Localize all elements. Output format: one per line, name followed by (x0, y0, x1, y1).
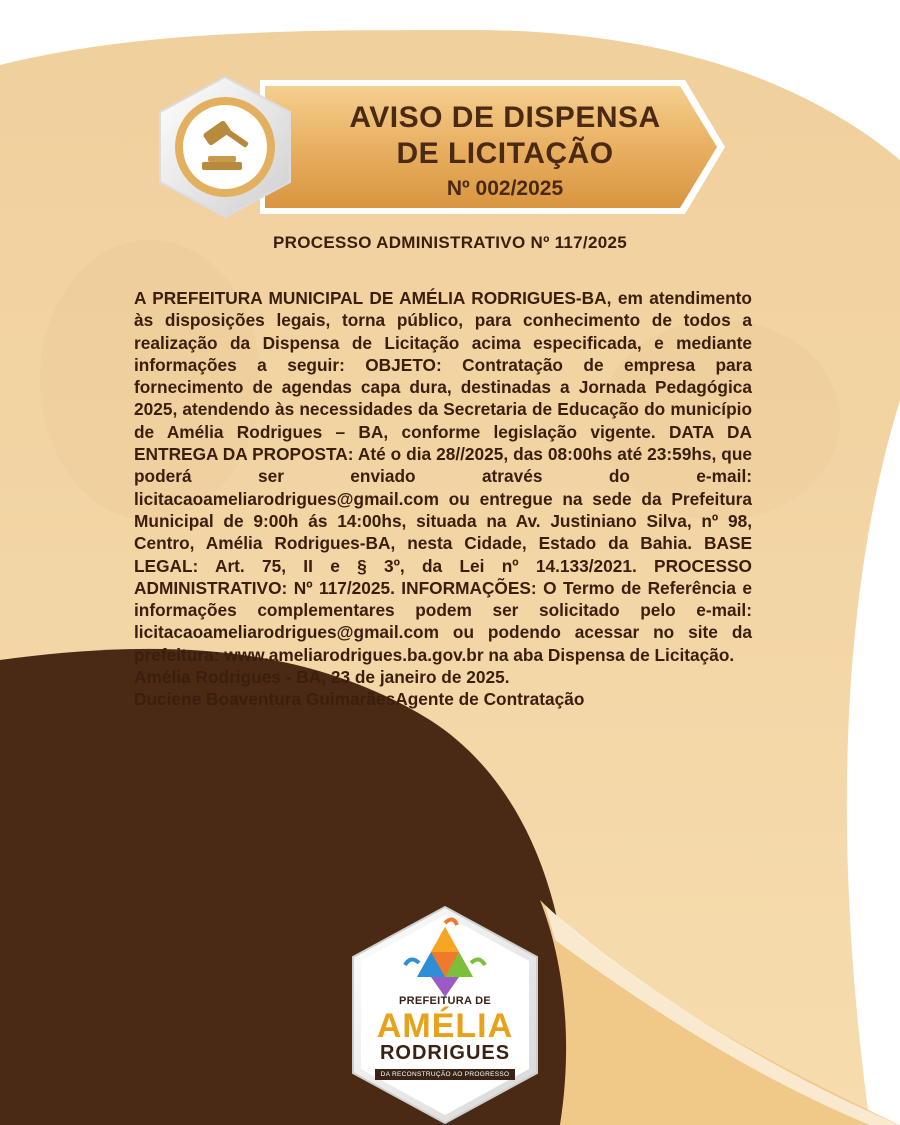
title-line-1: AVISO DE DISPENSA (349, 101, 661, 134)
notice-number: Nº 002/2025 (446, 177, 564, 200)
notice-paragraph: A PREFEITURA MUNICIPAL DE AMÉLIA RODRIGUES-BA, em atendimento às disposições legais, torna público, para conhecimento de todos a realização da Dispensa de Licitação acima especificada, e mediante informações a seguir: OBJETO: Contratação de empresa para fornecimento de agendas capa dura, destinadas a Jornada Pedagógica 2025, atendendo às necessidades da Secretaria de Educação do município de Amélia Rodrigues – BA, conforme legislação vigente. DATA DA ENTREGA DA PROPOSTA: Até o dia 28//2025, das 08:00hs até 23:59hs, que poderá ser enviado através do e-mail: licitacaoameliarodrigues@gmail.com ou entregue na sede da Prefeitura Municipal de 9:00h ás 14:00hs, situada na Av. Justiniano Silva, nº 98, Centro, Amélia Rodrigues-BA, nesta Cidade, Estado da Bahia. BASE LEGAL: Art. 75, II e § 3º, da Lei nº 14.133/2021. PROCESSO ADMINISTRATIVO: Nº 117/2025. INFORMAÇÕES: O Termo de Referência e informações complementares podem ser solicitado pelo e-mail: licitacaoameliarodrigues@gmail.com ou podendo acessar no site da prefeitura: www.ameliarodrigues.ba.gov.br na aba Dispensa de Licitação. (134, 288, 752, 665)
gavel-icon (190, 112, 260, 182)
notice-body (134, 287, 752, 711)
logo-line-3: RODRIGUES (379, 1042, 511, 1064)
title-line-2: DE LICITAÇÃO (396, 137, 614, 170)
logo-line-1: PREFEITURA DE (398, 995, 492, 1007)
process-title: PROCESSO ADMINISTRATIVO Nº 117/2025 (273, 233, 627, 252)
notice-title (300, 100, 710, 204)
logo-tagline: DA RECONSTRUÇÃO AO PROGRESSO (375, 1069, 516, 1080)
logo-line-2: AMÉLIA (376, 1007, 514, 1045)
date-line: Amélia Rodrigues - BA, 23 de janeiro de 2025. (134, 667, 510, 688)
signature-line: Duciene Boaventura GuimarãesAgente de Contratação (134, 689, 585, 710)
logo-text (345, 995, 545, 1081)
